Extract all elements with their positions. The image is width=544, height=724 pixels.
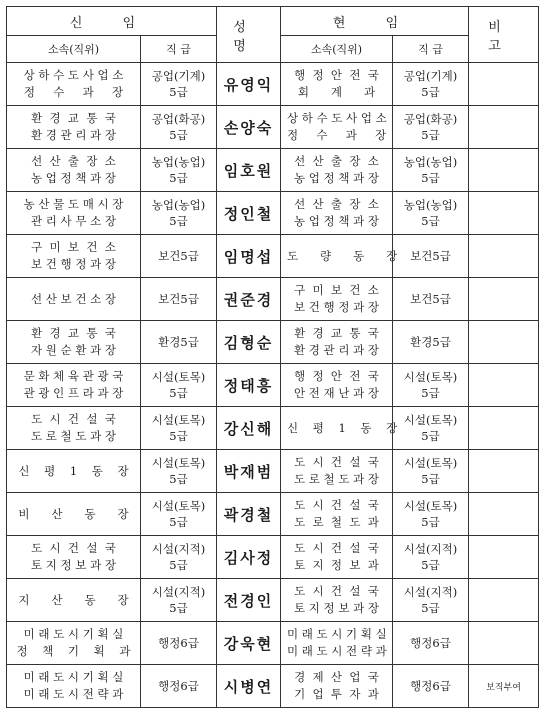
note-cell	[469, 407, 539, 450]
name-cell	[217, 665, 281, 708]
new-grade-cell	[141, 364, 217, 407]
note-cell	[469, 149, 539, 192]
new-grade-cell	[141, 450, 217, 493]
person-name: 곽경철	[223, 505, 274, 524]
note-cell	[469, 536, 539, 579]
new-dept: 지 산 동 장	[18, 592, 129, 607]
note-cell	[469, 278, 539, 321]
person-name: 김사정	[223, 548, 274, 567]
new-dept-cell	[7, 149, 141, 192]
table-row	[7, 192, 539, 235]
table-row	[7, 622, 539, 665]
table-row	[7, 665, 539, 708]
current-grade-cell	[393, 321, 469, 364]
new-dept: 환 경 교 통 국 자 원 순 환 과 장	[31, 326, 116, 357]
current-grade-cell	[393, 536, 469, 579]
note-cell	[469, 665, 539, 708]
current-grade: 보건5급	[410, 292, 451, 306]
current-grade-cell	[393, 450, 469, 493]
current-grade-cell	[393, 235, 469, 278]
current-grade-cell	[393, 63, 469, 106]
name-cell	[217, 149, 281, 192]
current-grade-cell	[393, 192, 469, 235]
new-grade-cell	[141, 149, 217, 192]
new-dept: 문 화 체 육 관 광 국 관 광 인 프 라 과 장	[23, 369, 124, 400]
current-dept-cell	[281, 493, 393, 536]
note-cell	[469, 106, 539, 149]
new-dept: 선 산 보 건 소 장	[31, 291, 116, 306]
new-dept-cell	[7, 622, 141, 665]
table-row	[7, 63, 539, 106]
person-name: 임호원	[223, 161, 274, 180]
current-dept: 도 량 동 장	[287, 248, 398, 263]
current-grade-cell	[393, 622, 469, 665]
current-grade-cell	[393, 106, 469, 149]
new-grade: 시설(지적) 5급	[151, 585, 206, 615]
new-dept-cell	[7, 450, 141, 493]
current-dept: 도 시 건 설 국 토 지 정 보 과	[294, 541, 379, 572]
header-new-dept: 소속(직위)	[7, 36, 141, 63]
current-dept: 경 제 산 업 국 기 업 투 자 과	[294, 670, 379, 701]
header-new-group: 신 임	[7, 7, 217, 36]
current-grade-cell	[393, 665, 469, 708]
person-name: 정인철	[223, 204, 274, 223]
new-grade: 농업(농업) 5급	[151, 155, 206, 185]
new-grade: 시설(토목) 5급	[151, 499, 206, 529]
new-dept-cell	[7, 364, 141, 407]
name-cell	[217, 235, 281, 278]
table-row	[7, 235, 539, 278]
current-grade: 행정6급	[410, 636, 451, 650]
person-name: 박재범	[223, 462, 274, 481]
current-dept: 상 하 수 도 사 업 소 정 수 과 장	[287, 111, 387, 142]
table-row	[7, 278, 539, 321]
current-dept-cell	[281, 192, 393, 235]
table-row	[7, 364, 539, 407]
person-name: 시병연	[223, 677, 274, 696]
new-dept: 농 산 물 도 매 시 장 관 리 사 무 소 장	[23, 197, 124, 228]
current-grade-cell	[393, 278, 469, 321]
new-grade-cell	[141, 106, 217, 149]
header-current-dept: 소속(직위)	[281, 36, 393, 63]
name-cell	[217, 622, 281, 665]
header-current-group: 현 임	[281, 7, 469, 36]
new-grade: 환경5급	[158, 335, 199, 349]
new-dept: 미 래 도 시 기 획 실 정 책 기 획 과	[16, 627, 131, 658]
current-dept-cell	[281, 149, 393, 192]
header-current-grade: 직 급	[393, 36, 469, 63]
name-cell	[217, 278, 281, 321]
new-dept-cell	[7, 235, 141, 278]
name-cell	[217, 63, 281, 106]
current-dept: 환 경 교 통 국 환 경 관 리 과 장	[294, 326, 379, 357]
current-dept-cell	[281, 235, 398, 278]
current-dept: 행 정 안 전 국 안 전 재 난 과 장	[294, 369, 379, 400]
current-grade: 행정6급	[410, 679, 451, 693]
new-grade: 시설(토목) 5급	[151, 413, 206, 443]
person-name: 김형순	[223, 333, 274, 352]
table-row	[7, 407, 539, 450]
table-row	[7, 149, 539, 192]
name-cell	[217, 450, 281, 493]
note-cell	[469, 493, 539, 536]
current-grade: 공업(기계) 5급	[403, 69, 458, 99]
new-dept: 도 시 건 설 국 토 지 정 보 과 장	[31, 541, 116, 572]
current-dept-cell	[281, 450, 393, 493]
name-cell	[217, 579, 281, 622]
table-row	[7, 450, 539, 493]
new-grade: 시설(토목) 5급	[151, 370, 206, 400]
current-grade: 시설(토목) 5급	[403, 413, 458, 443]
new-grade: 공업(기계) 5급	[151, 69, 206, 99]
header-row-top	[7, 7, 539, 36]
new-grade: 시설(토목) 5급	[151, 456, 206, 486]
new-grade-cell	[141, 321, 217, 364]
current-dept-cell	[281, 106, 393, 149]
new-grade: 보건5급	[158, 249, 199, 263]
header-name: 성 명	[217, 7, 281, 63]
current-dept-cell	[281, 665, 393, 708]
current-dept: 도 시 건 설 국 도 로 철 도 과 장	[294, 455, 379, 486]
new-grade-cell	[141, 665, 217, 708]
person-name: 전경인	[223, 591, 274, 610]
name-cell	[217, 321, 281, 364]
new-grade: 행정6급	[158, 636, 199, 650]
current-dept-cell	[281, 364, 393, 407]
current-dept-cell	[281, 407, 398, 450]
new-grade-cell	[141, 63, 217, 106]
new-dept: 도 시 건 설 국 도 로 철 도 과 장	[31, 412, 116, 443]
note-cell	[469, 579, 539, 622]
personnel-table	[6, 6, 539, 708]
new-dept: 환 경 교 통 국 환 경 관 리 과 장	[31, 111, 116, 142]
note-cell	[469, 235, 539, 278]
new-grade: 시설(지적) 5급	[151, 542, 206, 572]
current-dept-cell	[281, 622, 393, 665]
current-grade: 공업(화공) 5급	[403, 112, 458, 142]
current-dept: 선 산 출 장 소 농 업 정 책 과 장	[294, 197, 379, 228]
note-cell	[469, 192, 539, 235]
current-dept-cell	[281, 63, 393, 106]
name-cell	[217, 407, 281, 450]
table-body	[7, 63, 539, 708]
new-grade-cell	[141, 235, 217, 278]
current-dept: 구 미 보 건 소 보 건 행 정 과 장	[294, 283, 379, 314]
current-dept: 신 평 1 동 장	[287, 420, 398, 435]
new-dept: 비 산 동 장	[18, 506, 129, 521]
current-grade: 보건5급	[410, 249, 451, 263]
new-dept-cell	[7, 493, 141, 536]
current-dept: 도 시 건 설 국 도 로 철 도 과	[294, 498, 379, 529]
current-dept-cell	[281, 321, 393, 364]
new-grade: 행정6급	[158, 679, 199, 693]
person-name: 손양숙	[223, 118, 274, 137]
new-dept-cell	[7, 665, 141, 708]
new-dept: 선 산 출 장 소 농 업 정 책 과 장	[31, 154, 116, 185]
header-note: 비 고	[469, 7, 539, 63]
person-name: 강욱현	[223, 634, 274, 653]
note-cell	[469, 63, 539, 106]
current-grade: 시설(토목) 5급	[403, 370, 458, 400]
new-grade: 보건5급	[158, 292, 199, 306]
current-grade: 시설(토목) 5급	[403, 499, 458, 529]
current-grade: 농업(농업) 5급	[403, 198, 458, 228]
new-grade: 공업(화공) 5급	[151, 112, 206, 142]
new-grade-cell	[141, 278, 217, 321]
current-grade: 시설(지적) 5급	[403, 542, 458, 572]
current-grade: 시설(토목) 5급	[403, 456, 458, 486]
current-dept-cell	[281, 579, 393, 622]
note-cell	[469, 321, 539, 364]
new-grade-cell	[141, 493, 217, 536]
new-dept-cell	[7, 407, 141, 450]
new-dept-cell	[7, 278, 141, 321]
person-name: 강신해	[223, 419, 274, 438]
current-dept: 도 시 건 설 국 토 지 정 보 과 장	[294, 584, 379, 615]
current-grade: 시설(지적) 5급	[403, 585, 458, 615]
table-row	[7, 106, 539, 149]
note-cell	[469, 364, 539, 407]
name-cell	[217, 364, 281, 407]
new-grade-cell	[141, 622, 217, 665]
table-row	[7, 536, 539, 579]
new-dept: 상 하 수 도 사 업 소 정 수 과 장	[23, 68, 124, 99]
new-dept-cell	[7, 536, 141, 579]
header-new-grade: 직 급	[141, 36, 217, 63]
current-grade-cell	[393, 579, 469, 622]
table-row	[7, 579, 539, 622]
person-name: 유영익	[223, 75, 274, 94]
new-dept: 미 래 도 시 기 획 실 미 래 도 시 전 략 과	[23, 670, 124, 701]
name-cell	[217, 536, 281, 579]
new-dept-cell	[7, 579, 141, 622]
current-grade-cell	[393, 364, 469, 407]
new-grade-cell	[141, 536, 217, 579]
note-cell	[469, 622, 539, 665]
current-grade-cell	[393, 493, 469, 536]
new-dept-cell	[7, 321, 141, 364]
new-dept-cell	[7, 192, 141, 235]
current-dept: 선 산 출 장 소 농 업 정 책 과 장	[294, 154, 379, 185]
table-row	[7, 493, 539, 536]
current-grade: 농업(농업) 5급	[403, 155, 458, 185]
name-cell	[217, 106, 281, 149]
current-dept: 미 래 도 시 기 획 실 미 래 도 시 전 략 과	[287, 627, 387, 658]
table-row	[7, 321, 539, 364]
note: 보직부여	[486, 682, 521, 693]
current-grade-cell	[393, 149, 469, 192]
current-dept-cell	[281, 536, 393, 579]
name-cell	[217, 493, 281, 536]
current-grade: 환경5급	[410, 335, 451, 349]
name-cell	[217, 192, 281, 235]
new-grade: 농업(농업) 5급	[151, 198, 206, 228]
person-name: 임명섭	[223, 247, 274, 266]
current-grade-cell	[393, 407, 469, 450]
current-dept-cell	[281, 278, 393, 321]
current-dept: 행 정 안 전 국 회 계 과	[294, 68, 379, 99]
person-name: 권준경	[223, 290, 274, 309]
new-dept-cell	[7, 106, 141, 149]
new-dept: 신 평 1 동 장	[18, 463, 129, 478]
person-name: 정태흥	[223, 376, 274, 395]
new-dept: 구 미 보 건 소 보 건 행 정 과 장	[31, 240, 116, 271]
new-dept-cell	[7, 63, 141, 106]
new-grade-cell	[141, 407, 217, 450]
new-grade-cell	[141, 192, 217, 235]
note-cell	[469, 450, 539, 493]
new-grade-cell	[141, 579, 217, 622]
